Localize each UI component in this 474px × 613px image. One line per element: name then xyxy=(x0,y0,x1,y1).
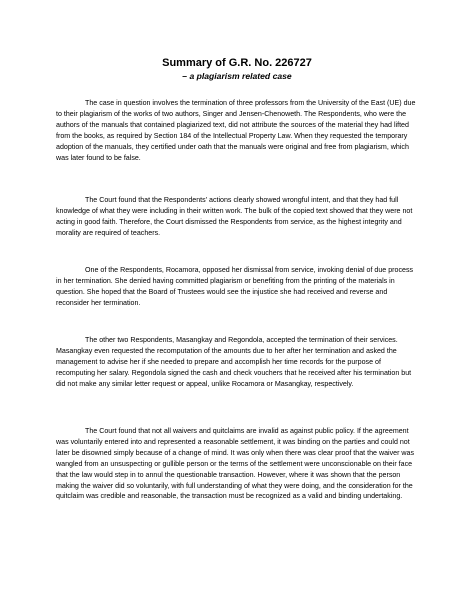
paragraph: One of the Respondents, Rocamora, opposed her dismissal from service, invoking denial of due process in her termination. She denied having committed plagiarism or benefiting from the printing of the materials in question. She hoped that the Board of Trustees would see the injustice she had received and reverse and reconsider her termination. xyxy=(56,266,414,307)
paragraph: The case in question involves the termination of three professors from the University of the East (UE) due to their plagiarism of the works of two authors, Singer and Jensen-Chenoweth. The Respondents, who were the authors of the manuals that contained plagiarized text, did not attribute the sources of the material they had lifted from the books, as required by Section 184 of the Intellectual Property Law. When they requested the temporary adoption of the manuals, they certified under oath that the manuals were original and free from plagiarism, which was later found to be false. xyxy=(56,99,416,162)
document-subtitle: – a plagiarism related case xyxy=(182,71,292,81)
document-title: Summary of G.R. No. 226727 xyxy=(162,57,312,69)
paragraph: The other two Respondents, Masangkay and Regondola, accepted the termination of their services. Masangkay even requested the recomputation of the amounts due to her after her termination and asked the management to advise her if she needed to prepare and accomplish her time records for the purpose of recomputing her salary. Regondola signed the cash and check vouchers that he received after his termination but did not make any similar letter request or appeal, unlike Rocamora or Masangkay, respectively. xyxy=(56,336,412,388)
paragraph: The Court found that the Respondents' actions clearly showed wrongful intent, and that they had full knowledge of what they were including in their written work. The bulk of the copied text showed that they were not acting in good faith. Therefore, the Court dismissed the Respondents from service, as the highest integrity and morality are required of teachers. xyxy=(56,196,413,237)
paragraph: The Court found that not all waivers and quitclaims are invalid as against public policy. If the agreement was voluntarily entered into and represented a reasonable settlement, it was binding on the parties and could not later be disowned simply because of a change of mind. It was only when there was clear proof that the waiver was wangled from an unsuspecting or gullible person or the terms of the settlement were unconscionable on their face that the law would step in to annul the questionable transaction. However, where it was shown that the person making the waiver did so voluntarily, with full understanding of what they were doing, and the consideration for the quitclaim was credible and reasonable, the transaction must be recognized as a valid and binding undertaking. xyxy=(56,427,415,501)
